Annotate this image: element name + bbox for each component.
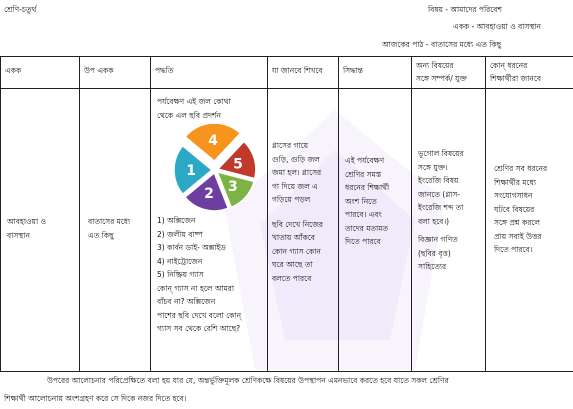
method-list-item: 3) কার্বন ডাই- অক্সাইড (157, 243, 226, 252)
table-row (1, 89, 573, 372)
method-question-line: পাশের ছবি দেখে বলো কোন্‌ (157, 310, 242, 320)
pie-label-3: 3 (228, 178, 238, 195)
cell-unit: আবহাওয়া ও বাসস্থান (1, 89, 80, 372)
cell-subunit: বাতাসের মধ্যে এত কিছু (80, 89, 151, 372)
pie-label-5: 5 (233, 156, 243, 173)
method-question-line: গ্যাস সব থেকে বেশি আছে? (157, 324, 241, 333)
pie-label-1: 1 (186, 163, 196, 179)
method-intro-line: পর্যবেক্ষণ এই জল কোথা (157, 97, 231, 106)
header-cell-decision: সিদ্ধান্ত (339, 57, 412, 89)
method-list-item: 1) অক্সিজেন (157, 216, 196, 225)
method-question-line: বাঁচব না? অক্সিজেন (157, 297, 216, 306)
header-cell-subunit: উপ একক (80, 57, 151, 89)
lesson-line: আজকের পাঠ - বাতাসের মধ্যে এত কিছু (382, 40, 502, 49)
pie-label-2: 2 (204, 186, 214, 203)
cell-decision: এই পর্যবেক্ষণ শ্রেণির সমস্ত ধরনের শিক্ষার্থী অংশ নিতে পারবে। এবং তাদের মতামত দিতে পারবে (339, 89, 412, 372)
gas-pie-chart (163, 124, 268, 216)
header-cell-learn: যা জানবে শিখবে (268, 57, 339, 89)
table-header-row (1, 57, 573, 89)
method-list-item: 2) জলীয় বাষ্প (157, 229, 203, 239)
class-label: শ্রেণি-চতুর্থ (4, 5, 37, 14)
header-cell-method: পদ্ধতি (151, 57, 268, 89)
cell-method (151, 89, 268, 372)
cell-relation: ভূগোল বিষয়ের সঙ্গে যুক্ত। ইংরেজি বিষয় জানতে (গ্লাস- ইংরেজি শব্দ তা বলা হবে।) বিজ্ঞান গণিত (ছবির বৃত্ত) সাহিত্যের (412, 89, 486, 372)
method-list-item: 5) নিষ্ক্রিয় গ্যাস (157, 270, 204, 279)
unit-line: একক - আবহাওয়া ও বাসস্থান (453, 22, 542, 31)
method-intro-line: থেকে এল ছবি প্রদর্শন (157, 110, 221, 120)
lesson-plan-table (0, 56, 573, 372)
subject-label: বিষয় - আমাদের পরিবেশ (428, 5, 502, 14)
pie-label-4: 4 (208, 133, 218, 150)
header-cell-relation: অন্য বিষয়ের সঙ্গে সম্পর্ক/ যুক্ত (412, 57, 486, 89)
header-cell-learners: কোন্‌ ধরনের শিক্ষার্থীরা জানবে (486, 57, 573, 89)
footer-paragraph-line: শিক্ষার্থী আলোচনায় অংশগ্রহণ করে সে দিকে নজর দিতে হবে। (4, 394, 187, 403)
method-list-item: 4) নাইট্রোজেন (157, 256, 203, 266)
footer-paragraph-line: উপরের আলোচনার পরিপ্রেক্ষিতে বলা হয় যার যে, অন্তর্ভুক্তিমূলক শ্রেণিকক্ষে বিষয়ের উপস্থাপন এমনভাবে করতে হবে যাতে সকল শ্রেণির (47, 376, 449, 385)
header-cell-unit: একক (1, 57, 80, 89)
cell-learn: গ্লাসের গায়ে গুড়ি, গুড়ি জল জমা হল। গ্লাসের গা দিয়ে জল এ গড়িয়ে পড়ল ছবি দেখে নিজের খাতায় আঁকবে কোন গ্যাস কোন ঘরে আছে তা বলতে পারবে (268, 89, 339, 372)
cell-learners: শ্রেণির সব ধরনের শিক্ষার্থীর মধ্যে সংযোগসাধন ঘটবে বিষয়ের সঙ্গে প্রশ্ন করলে প্রায় সবাই উত্তর দিতে পারবে। (486, 89, 573, 372)
method-question-line: কোন্‌ গ্যাস না হলে আমরা (157, 283, 235, 293)
